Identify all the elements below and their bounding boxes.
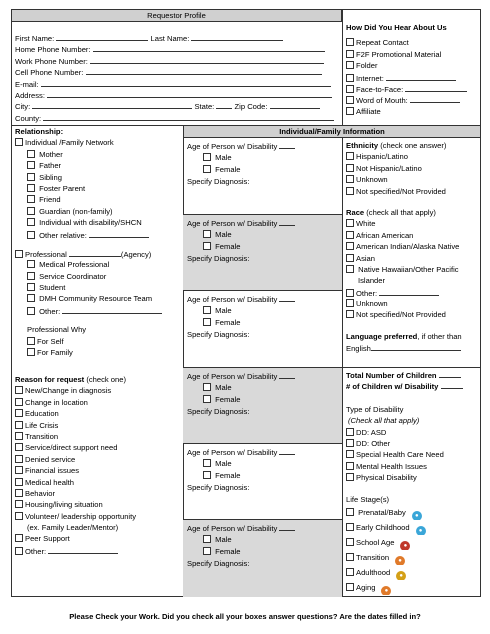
rel-individual[interactable]: Individual /Family Network — [15, 137, 181, 148]
why-self[interactable]: For Self — [15, 336, 181, 347]
ethnicity-section — [346, 140, 480, 354]
race-african[interactable]: African American — [346, 230, 480, 241]
language-title: Language preferred, if other than — [346, 331, 462, 341]
eth-not-specified[interactable]: Not specified/Not Provided — [346, 186, 480, 197]
race-white[interactable]: White — [346, 218, 480, 229]
life-stage-item[interactable]: Prenatal/Baby ● — [346, 505, 480, 520]
age-field[interactable]: Age of Person w/ Disability — [187, 446, 342, 458]
race-title: Race (check all that apply) — [346, 207, 436, 217]
male-checkbox[interactable]: Male — [187, 534, 342, 546]
male-checkbox[interactable]: Male — [187, 305, 342, 317]
right-divider — [342, 367, 481, 368]
diagnosis-field[interactable]: Specify Diagnosis: — [187, 559, 250, 568]
dis-special[interactable]: Special Health Care Need — [346, 449, 480, 460]
children-total[interactable]: Total Number of Children — [346, 369, 480, 380]
age-block-4 — [183, 367, 342, 443]
dis-asd[interactable]: DD: ASD — [346, 427, 480, 438]
race-islander: Islander — [358, 276, 386, 286]
prof-student[interactable]: Student — [15, 282, 181, 293]
male-checkbox[interactable]: Male — [187, 152, 342, 164]
rel-friend[interactable]: Friend — [15, 194, 181, 205]
dis-physical[interactable]: Physical Disability — [346, 472, 480, 483]
life-stage-item[interactable]: Early Childhood ● — [346, 520, 480, 535]
relationship-section — [15, 126, 181, 358]
prof-medical[interactable]: Medical Professional — [15, 259, 181, 270]
language-english[interactable]: English — [346, 342, 480, 353]
reason-denied[interactable]: Denied service — [15, 454, 181, 465]
rel-professional[interactable]: Professional (Agency) — [15, 248, 181, 259]
heard-internet[interactable]: Internet: — [346, 72, 480, 83]
heard-folder[interactable]: Folder — [346, 60, 480, 71]
life-stage-item[interactable]: Aging ● — [346, 580, 480, 595]
prof-why-title: Professional Why — [27, 325, 87, 335]
reason-medical[interactable]: Medical health — [15, 477, 181, 488]
reason-housing[interactable]: Housing/living situation — [15, 499, 181, 510]
heard-affiliate[interactable]: Affiliate — [346, 106, 480, 117]
rel-other-relative[interactable]: Other relative: — [15, 229, 181, 240]
heard-divider — [342, 9, 343, 125]
diagnosis-field[interactable]: Specify Diagnosis: — [187, 330, 250, 339]
rel-foster[interactable]: Foster Parent — [15, 183, 181, 194]
reason-crisis[interactable]: Life Crisis — [15, 420, 181, 431]
life-stage-item[interactable]: Adulthood ● — [346, 565, 480, 580]
heard-title: How Did You Hear About Us — [346, 23, 447, 32]
diagnosis-field[interactable]: Specify Diagnosis: — [187, 483, 250, 492]
life-stage-item[interactable]: Transition ● — [346, 550, 480, 565]
life-stage-item[interactable]: School Age ● — [346, 535, 480, 550]
reason-section — [15, 374, 181, 556]
life-stage-icon: ● — [395, 556, 405, 565]
female-checkbox[interactable]: Female — [187, 241, 342, 253]
female-checkbox[interactable]: Female — [187, 394, 342, 406]
male-checkbox[interactable]: Male — [187, 229, 342, 241]
eth-hispanic[interactable]: Hispanic/Latino — [346, 151, 480, 162]
children-section — [346, 369, 480, 595]
requestor-profile-fields — [15, 32, 340, 123]
diagnosis-field[interactable]: Specify Diagnosis: — [187, 177, 250, 186]
age-block-3 — [183, 290, 342, 367]
heard-section — [346, 22, 480, 117]
age-field[interactable]: Age of Person w/ Disability — [187, 293, 342, 305]
race-hawaiian[interactable]: Native Hawaiian/Other Pacific — [346, 264, 480, 275]
reason-financial[interactable]: Financial issues — [15, 465, 181, 476]
rel-sibling[interactable]: Sibling — [15, 172, 181, 183]
address-row[interactable]: Address: — [15, 89, 340, 100]
female-checkbox[interactable]: Female — [187, 317, 342, 329]
reason-diagnosis[interactable]: New/Change in diagnosis — [15, 385, 181, 396]
city-state-zip-row[interactable]: City: State: Zip Code: — [15, 100, 340, 111]
heard-f2f[interactable]: F2F Promotional Material — [346, 49, 480, 60]
county-row[interactable]: County: — [15, 112, 340, 123]
rel-father[interactable]: Father — [15, 160, 181, 171]
age-field[interactable]: Age of Person w/ Disability — [187, 522, 342, 534]
disability-title: Type of Disability — [346, 404, 404, 414]
ethnicity-title: Ethnicity (check one answer) — [346, 141, 447, 150]
life-stage-icon: ● — [412, 511, 422, 520]
age-block-2 — [183, 214, 342, 290]
home-phone-row[interactable]: Home Phone Number: — [15, 43, 340, 54]
race-not-specified[interactable]: Not specified/Not Provided — [346, 309, 480, 320]
individual-info-header: Individual/Family Information — [183, 125, 481, 138]
life-stage-icon: ● — [400, 541, 410, 550]
diagnosis-field[interactable]: Specify Diagnosis: — [187, 254, 250, 263]
race-unknown[interactable]: Unknown — [346, 298, 480, 309]
children-disability[interactable]: # of Children w/ Disability — [346, 380, 480, 391]
age-block-6 — [183, 519, 342, 597]
female-checkbox[interactable]: Female — [187, 546, 342, 558]
disability-sub: (Check all that apply) — [348, 416, 420, 426]
prof-other[interactable]: Other: — [15, 305, 181, 316]
requestor-profile-header: Requestor Profile — [11, 9, 342, 22]
age-block-5 — [183, 443, 342, 519]
race-other[interactable]: Other: — [346, 287, 480, 298]
eth-unknown[interactable]: Unknown — [346, 174, 480, 185]
life-title: Life Stage(s) — [346, 494, 390, 504]
rel-guardian[interactable]: Guardian (non-family) — [15, 206, 181, 217]
race-american-indian[interactable]: American Indian/Alaska Native — [346, 241, 480, 252]
reason-title: Reason for request (check one) — [15, 375, 127, 384]
age-field[interactable]: Age of Person w/ Disability — [187, 217, 342, 229]
work-phone-row[interactable]: Work Phone Number: — [15, 55, 340, 66]
female-checkbox[interactable]: Female — [187, 470, 342, 482]
reason-location[interactable]: Change in location — [15, 397, 181, 408]
footer-note: Please Check your Work. Did you check all your boxes answer questions? Are the dates filled in? — [69, 612, 421, 621]
heard-word[interactable]: Word of Mouth: — [346, 94, 480, 105]
reason-education[interactable]: Education — [15, 408, 181, 419]
heard-repeat[interactable]: Repeat Contact — [346, 37, 480, 48]
reason-volunteer-note: (ex. Family Leader/Mentor) — [27, 523, 119, 533]
cell-phone-row[interactable]: Cell Phone Number: — [15, 66, 340, 77]
dis-other[interactable]: DD: Other — [346, 438, 480, 449]
dis-mental[interactable]: Mental Health Issues — [346, 461, 480, 472]
reason-service[interactable]: Service/direct support need — [15, 442, 181, 453]
age-field[interactable]: Age of Person w/ Disability — [187, 140, 342, 152]
first-last-name-row[interactable]: First Name: Last Name: — [15, 32, 340, 43]
life-stage-icon: ● — [396, 571, 406, 580]
life-stage-icon: ● — [416, 526, 426, 535]
reason-behavior[interactable]: Behavior — [15, 488, 181, 499]
male-checkbox[interactable]: Male — [187, 382, 342, 394]
prof-dmh[interactable]: DMH Community Resource Team — [15, 293, 181, 304]
diagnosis-field[interactable]: Specify Diagnosis: — [187, 407, 250, 416]
email-row[interactable]: E-mail: — [15, 78, 340, 89]
age-block-1 — [183, 138, 342, 215]
reason-other[interactable]: Other: — [15, 545, 181, 556]
age-field[interactable]: Age of Person w/ Disability — [187, 370, 342, 382]
relationship-title: Relationship: — [15, 127, 64, 136]
eth-not-hispanic[interactable]: Not Hispanic/Latino — [346, 163, 480, 174]
reason-volunteer[interactable]: Volunteer/ leadership opportunity — [15, 511, 181, 522]
reason-transition[interactable]: Transition — [15, 431, 181, 442]
why-family[interactable]: For Family — [15, 347, 181, 358]
life-stage-icon: ● — [381, 586, 391, 595]
heard-face[interactable]: Face-to-Face: — [346, 83, 480, 94]
male-checkbox[interactable]: Male — [187, 458, 342, 470]
prof-service[interactable]: Service Coordinator — [15, 271, 181, 282]
rel-individual-disability[interactable]: Individual with disability/SHCN — [15, 217, 181, 228]
reason-peer[interactable]: Peer Support — [15, 533, 181, 544]
rel-mother[interactable]: Mother — [15, 149, 181, 160]
race-asian[interactable]: Asian — [346, 253, 480, 264]
female-checkbox[interactable]: Female — [187, 164, 342, 176]
